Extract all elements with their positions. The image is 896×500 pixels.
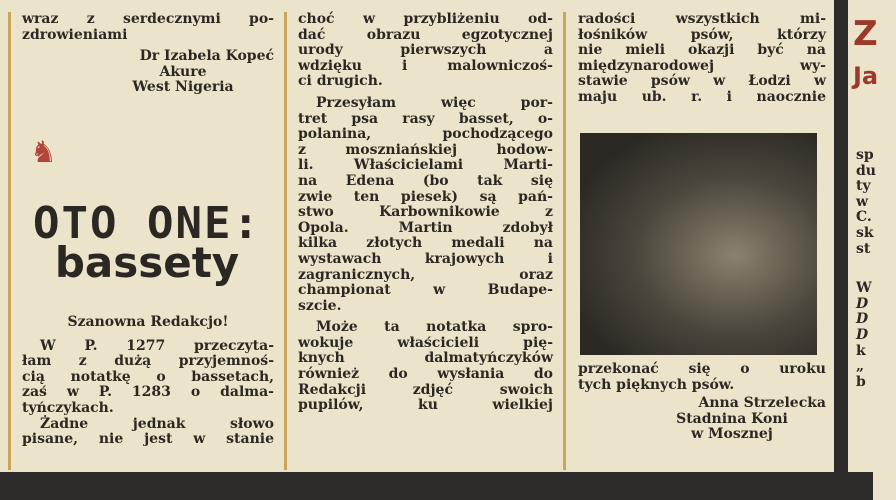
text-line: C. bbox=[856, 209, 872, 226]
text-line: tyńczykach. bbox=[22, 399, 114, 416]
text-line: urody pierwszych a bbox=[298, 42, 553, 59]
text-line: na Edena (bo tak się bbox=[298, 172, 553, 189]
text-line: sk bbox=[856, 224, 874, 241]
text-line: dać obrazu egzotycznej bbox=[298, 26, 553, 43]
text-line: b bbox=[856, 373, 866, 390]
text-line: polanina, pochodzącego bbox=[298, 126, 553, 143]
text-line bbox=[856, 257, 896, 281]
text-line: D bbox=[856, 295, 869, 312]
text-line: nie mieli okazji być na bbox=[578, 42, 826, 59]
heading-fragment: Ja bbox=[853, 62, 879, 90]
page-edge-bar bbox=[0, 472, 873, 500]
text-line: tych pięknych psów. bbox=[578, 376, 735, 393]
text-line: D bbox=[856, 311, 869, 328]
text-line: ci drugich. bbox=[298, 73, 383, 90]
signature-name: Dr Izabela Kopeć bbox=[139, 48, 274, 65]
text-line: li. Właścicielami Marti- bbox=[298, 157, 553, 174]
text-line: przekonać się o uroku bbox=[578, 361, 826, 377]
text-line: sp bbox=[856, 147, 874, 163]
text-line: W bbox=[856, 280, 872, 297]
text-line: stawie psów w Łodzi w bbox=[578, 73, 826, 90]
horse-chess-knight-icon: ♞ bbox=[30, 135, 57, 170]
salutation: Szanowna Redakcjo! bbox=[67, 314, 229, 330]
text-line: du bbox=[856, 162, 876, 179]
text-line: knych dalmatyńczyków bbox=[298, 350, 553, 367]
column-3 bbox=[578, 12, 826, 106]
heading-fragment: Z bbox=[853, 14, 878, 54]
text-line: z moszniańskiej hodow- bbox=[298, 141, 553, 158]
column-2 bbox=[298, 12, 553, 414]
text-line: „ bbox=[856, 358, 865, 375]
text-line: Redakcji zdjęć swoich bbox=[298, 381, 553, 398]
text-line: choć w przybliżeniu od- bbox=[298, 11, 553, 27]
text-line: W P. 1277 przeczyta- bbox=[40, 337, 274, 354]
text-line: wdzięku i malowniczoś- bbox=[298, 57, 553, 74]
text-line: zaś w P. 1283 o dalma- bbox=[22, 384, 274, 401]
basset-dog-photo bbox=[580, 133, 817, 355]
column-1-body bbox=[22, 315, 274, 448]
column-rule bbox=[284, 12, 287, 470]
text-line: zwie ten piesek) są pań- bbox=[298, 188, 553, 205]
headline: OTO ONE: bbox=[33, 198, 261, 249]
text-line: Może ta notatka spro- bbox=[316, 319, 553, 336]
column-3-end bbox=[578, 362, 826, 443]
text-line: cią notatkę o bassetach, bbox=[22, 368, 274, 385]
text-line: championat w Budape- bbox=[298, 282, 553, 299]
text-line: stwo Karbownikowie z bbox=[298, 204, 553, 221]
text-line: k bbox=[856, 342, 866, 359]
text-line: łam z dużą przyjemnoś- bbox=[22, 353, 274, 370]
column-rule bbox=[563, 12, 566, 470]
text-line: w bbox=[856, 193, 869, 210]
text-line: maju ub. r. i naocznie bbox=[578, 88, 826, 105]
text-line: Żadne jednak słowo bbox=[40, 415, 274, 432]
text-line: międzynarodowej wy- bbox=[578, 57, 826, 74]
column-4-fragment bbox=[856, 148, 896, 390]
text-line: Przesyłam więc por- bbox=[316, 94, 553, 111]
text-line: wystawach krajowych i bbox=[298, 250, 553, 267]
text-line: pupilów, ku wielkiej bbox=[298, 397, 553, 414]
text-line: szcie. bbox=[298, 297, 342, 314]
text-line: kilka złotych medali na bbox=[298, 235, 553, 252]
text-line: łośników psów, którzy bbox=[578, 26, 826, 43]
headline-sub: bassety bbox=[54, 238, 240, 287]
text-line: st bbox=[856, 240, 871, 257]
signature-place: Stadnina Koni bbox=[676, 410, 788, 427]
text-line: zagranicznych, oraz bbox=[298, 266, 553, 283]
signature-place: w Mosznej bbox=[691, 426, 773, 443]
text-line: radości wszystkich mi- bbox=[578, 11, 826, 27]
text-line: również do wysłania do bbox=[298, 366, 553, 383]
signature-place: West Nigeria bbox=[132, 79, 234, 96]
signature-name: Anna Strzelecka bbox=[698, 395, 826, 412]
text-line: Opola. Martin zdobył bbox=[298, 219, 553, 236]
text-line: zdrowieniami bbox=[22, 26, 128, 43]
text-line: D bbox=[856, 326, 869, 343]
text-line: tret psa rasy basset, o- bbox=[298, 110, 553, 127]
text-line: wokuje właścicieli pię- bbox=[298, 334, 553, 351]
text-line: ty bbox=[856, 178, 871, 195]
signature-place: Akure bbox=[159, 63, 207, 80]
text-line: wraz z serdecznymi po- bbox=[22, 11, 274, 27]
column-1 bbox=[22, 12, 274, 96]
page-gutter-bar bbox=[834, 0, 848, 500]
column-rule bbox=[8, 12, 11, 470]
text-line: pisane, nie jest w stanie bbox=[22, 431, 274, 448]
